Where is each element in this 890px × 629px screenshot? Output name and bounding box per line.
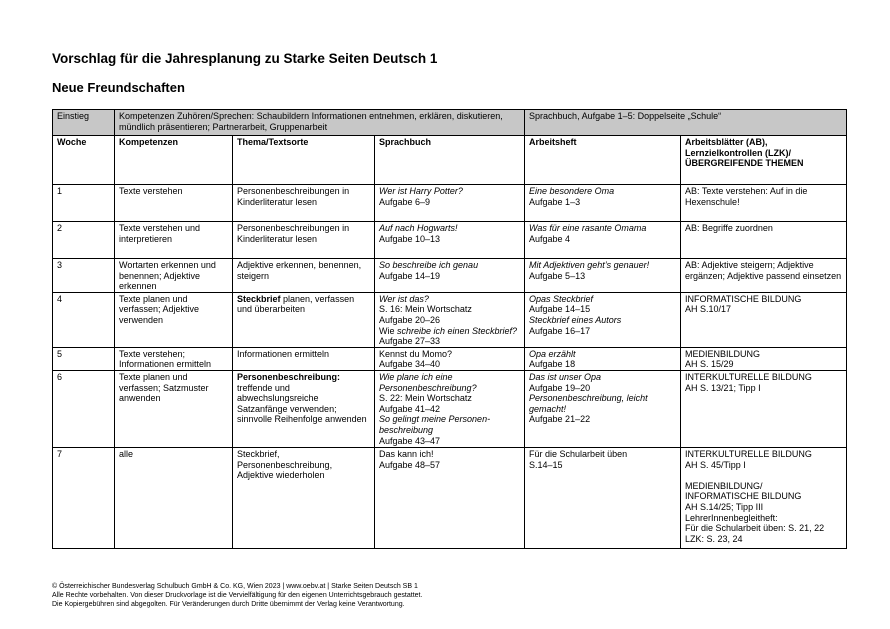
cell-sprachbuch (375, 292, 525, 347)
cell-sprachbuch (375, 347, 525, 370)
ab-line: INFORMATISCHE BILDUNG (685, 491, 802, 502)
footer-copyright: © Österreichischer Bundesverlag Schulbuch GmbH & Co. KG, Wien 2023 | www.oebv.at | Starke Seiten Deutsch SB 1 (52, 583, 418, 590)
ah-task: Aufgabe 5–13 (529, 270, 586, 281)
sb-task: Aufgabe 6–9 (379, 196, 431, 207)
ah-title: Opas Steckbrief (529, 293, 594, 304)
sb-title: Das kann ich! (379, 448, 434, 459)
planning-table (52, 109, 847, 549)
cell-arbeitsheft (525, 222, 681, 259)
page-subtitle: Neue Freundschaften (52, 80, 185, 95)
ah-task: Aufgabe 1–3 (529, 196, 581, 207)
cell-arbeitsheft (525, 259, 681, 293)
cell-kompetenzen: Texte verstehen; Informationen ermitteln (115, 347, 233, 370)
cell-woche: 2 (53, 222, 115, 259)
ah-title: Was für eine rasante Omama (529, 223, 647, 233)
einstieg-label: Einstieg (53, 110, 115, 136)
cell-thema: Personenbeschreibungen in Kinderliteratur lesen (233, 222, 375, 259)
ah-line: Aufgabe 21–22 (529, 414, 591, 425)
sb-line: S. 16: Mein Wortschatz (379, 304, 472, 315)
header-thema: Thema/Textsorte (233, 136, 375, 185)
ab-line: AH S. 45/Tipp I (685, 459, 746, 470)
cell-woche: 7 (53, 447, 115, 548)
ab-line: MEDIENBILDUNG/ (685, 480, 763, 491)
ab-line: AH S.14/25; Tipp III (685, 501, 764, 512)
ah-line: Aufgabe 14–15 (529, 304, 591, 315)
ab-line: AH S.10/17 (685, 304, 732, 315)
ah-task: Aufgabe 18 (529, 359, 576, 370)
sb-task: Aufgabe 34–40 (379, 359, 441, 370)
spacer (685, 470, 842, 481)
header-ab-line: Lernzielkontrollen (LZK)/ (685, 147, 792, 158)
cell-thema: Steckbrief, Personenbeschreibung, Adjektive wiederholen (233, 447, 375, 548)
ah-title: Eine besondere Oma (529, 186, 615, 196)
ah-title: Für die Schularbeit üben (529, 448, 628, 459)
cell-woche: 4 (53, 292, 115, 347)
sb-line-post: Aufgabe 27–33 (379, 336, 441, 347)
ab-line: INTERKULTURELLE BILDUNG (685, 371, 812, 382)
table-row (53, 347, 847, 370)
cell-woche: 6 (53, 370, 115, 447)
ab-line: AH S. 13/21; Tipp I (685, 382, 761, 393)
cell-woche: 3 (53, 259, 115, 293)
thema-bold: Steckbrief (237, 293, 281, 304)
footer-rights: Alle Rechte vorbehalten. Von dieser Druckvorlage ist die Vervielfältigung für den eigenen Unterrichtsgebrauch gestattet. (52, 592, 423, 599)
cell-kompetenzen: Wortarten erkennen und benennen; Adjektive erkennen (115, 259, 233, 293)
sb-line: Aufgabe 43–47 (379, 435, 441, 446)
einstieg-kompetenzen: Kompetenzen Zuhören/Sprechen: Schaubildern Informationen entnehmen, erklären, diskutieren, mündlich präsentieren; Partnerarbeit, Gruppenarbeit (115, 110, 525, 136)
header-kompetenzen: Kompetenzen (115, 136, 233, 185)
cell-arbeitsheft (525, 292, 681, 347)
ab-line: Für die Schularbeit üben: S. 21, 22 (685, 523, 825, 534)
ah-line: Steckbrief eines Autors (529, 314, 622, 325)
thema-bold: Personenbeschreibung: (237, 371, 341, 382)
sb-line: S. 22: Mein Wortschatz (379, 393, 472, 404)
sb-line: Aufgabe 41–42 (379, 403, 441, 414)
cell-arbeitsheft (525, 347, 681, 370)
header-arbeitsblaetter (681, 136, 847, 185)
footer (52, 582, 422, 609)
cell-arbeitsheft (525, 185, 681, 222)
ah-title: Opa erzählt (529, 348, 576, 359)
cell-thema: Adjektive erkennen, benennen, steigern (233, 259, 375, 293)
sb-title: So beschreibe ich genau (379, 260, 479, 270)
ab-line: INFORMATISCHE BILDUNG (685, 293, 802, 304)
ab-line: INTERKULTURELLE BILDUNG (685, 448, 812, 459)
ah-line: Personenbeschreibung, leicht gemacht! (529, 393, 648, 414)
cell-ab (681, 447, 847, 548)
sb-title: Wer ist Harry Potter? (379, 186, 463, 196)
sb-task: Aufgabe 14–19 (379, 270, 441, 281)
sb-task: Aufgabe 48–57 (379, 459, 441, 470)
ah-task: Aufgabe 4 (529, 233, 571, 244)
ah-line: Aufgabe 19–20 (529, 382, 591, 393)
ab-line: LehrerInnenbegleitheft: (685, 512, 778, 523)
sb-line-italic: schreibe ich einen Steckbrief? (397, 325, 518, 336)
ah-title: Mit Adjektiven geht’s genauer! (529, 260, 650, 270)
ah-task: S.14–15 (529, 459, 563, 470)
thema-rest: planen, verfassen und überarbeiten (237, 293, 355, 315)
einstieg-row (53, 110, 847, 136)
ah-line: Aufgabe 16–17 (529, 325, 591, 336)
cell-sprachbuch (375, 447, 525, 548)
header-arbeitsheft: Arbeitsheft (525, 136, 681, 185)
table-header-row (53, 136, 847, 185)
cell-arbeitsheft (525, 447, 681, 548)
page-title: Vorschlag für die Jahresplanung zu Starke Seiten Deutsch 1 (52, 51, 438, 66)
cell-thema (233, 292, 375, 347)
cell-arbeitsheft (525, 370, 681, 447)
header-woche: Woche (53, 136, 115, 185)
sb-line: So gelingt meine Personen-beschreibung (379, 414, 491, 435)
cell-sprachbuch (375, 370, 525, 447)
cell-kompetenzen: Texte planen und verfassen; Adjektive verwenden (115, 292, 233, 347)
cell-ab: AB: Begriffe zuordnen (681, 222, 847, 259)
einstieg-sprachbuch: Sprachbuch, Aufgabe 1–5: Doppelseite „Schule“ (525, 110, 847, 136)
ab-line: LZK: S. 23, 24 (685, 533, 743, 544)
cell-ab (681, 292, 847, 347)
sb-line (379, 326, 520, 347)
cell-sprachbuch (375, 185, 525, 222)
sb-line: Aufgabe 20–26 (379, 314, 441, 325)
cell-kompetenzen: alle (115, 447, 233, 548)
ah-title: Das ist unser Opa (529, 371, 602, 382)
sb-task: Aufgabe 10–13 (379, 233, 441, 244)
table-row (53, 259, 847, 293)
table-row (53, 447, 847, 548)
cell-kompetenzen: Texte verstehen (115, 185, 233, 222)
cell-sprachbuch (375, 259, 525, 293)
cell-kompetenzen: Texte planen und verfassen; Satzmuster anwenden (115, 370, 233, 447)
cell-ab: AB: Texte verstehen: Auf in die Hexenschule! (681, 185, 847, 222)
sb-title: Wie plane ich eine Personenbeschreibung? (379, 371, 477, 393)
cell-thema (233, 370, 375, 447)
cell-thema: Personenbeschreibungen in Kinderliteratur lesen (233, 185, 375, 222)
table-row (53, 222, 847, 259)
footer-disclaimer: Die Kopiergebühren sind abgegolten. Für Veränderungen durch Dritte übernimmt der Verlag keine Verantwortung. (52, 601, 405, 608)
cell-thema: Informationen ermitteln (233, 347, 375, 370)
cell-sprachbuch (375, 222, 525, 259)
header-ab-line: Arbeitsblätter (AB), (685, 137, 768, 147)
ab-line: AH S. 15/29 (685, 359, 734, 370)
ab-line: MEDIENBILDUNG (685, 348, 761, 359)
sb-line-pre: Wie (379, 325, 397, 336)
sb-title: Kennst du Momo? (379, 348, 453, 359)
header-ab-line: ÜBERGREIFENDE THEMEN (685, 158, 804, 169)
sb-title: Wer ist das? (379, 293, 429, 304)
cell-ab (681, 370, 847, 447)
table-row (53, 370, 847, 447)
table-row (53, 185, 847, 222)
cell-kompetenzen: Texte verstehen und interpretieren (115, 222, 233, 259)
cell-ab: AB: Adjektive steigern; Adjektive ergänzen; Adjektive passend einsetzen (681, 259, 847, 293)
thema-rest: treffende und abwechslungsreiche Satzanfänge verwenden; sinnvolle Reihenfolge anwenden (237, 382, 367, 425)
table-row (53, 292, 847, 347)
cell-ab (681, 347, 847, 370)
header-sprachbuch: Sprachbuch (375, 136, 525, 185)
sb-title: Auf nach Hogwarts! (379, 223, 458, 233)
cell-woche: 1 (53, 185, 115, 222)
cell-woche: 5 (53, 347, 115, 370)
